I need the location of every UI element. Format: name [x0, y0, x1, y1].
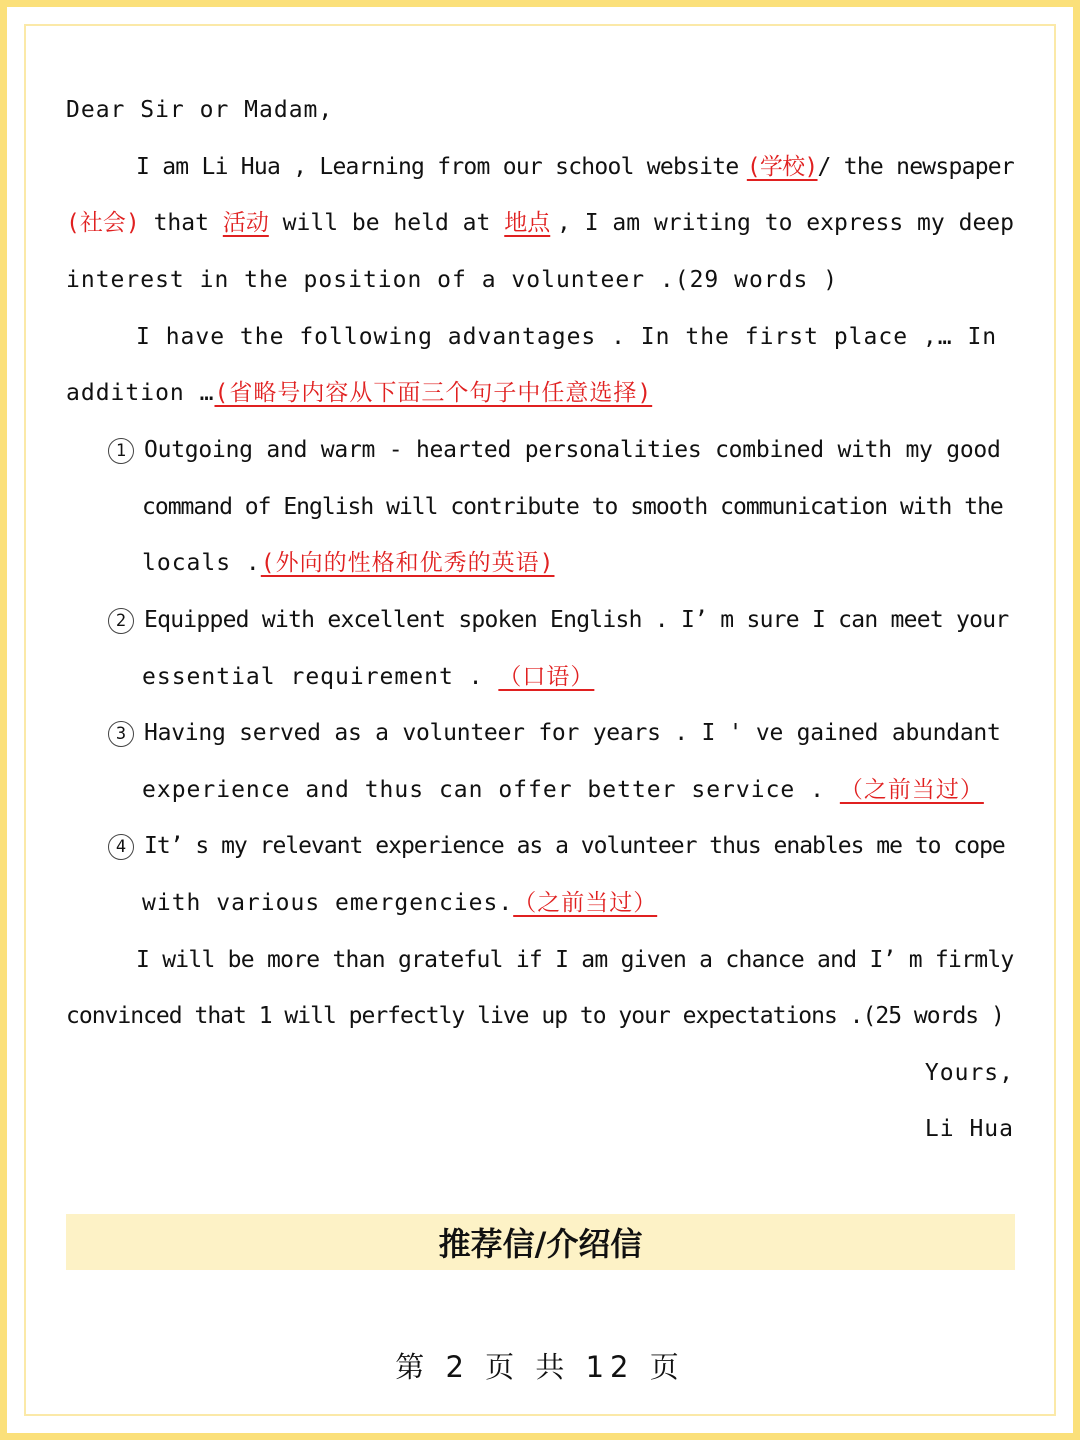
- p1-line2-that: that: [153, 210, 209, 236]
- item-3-line-2: [142, 764, 1014, 820]
- society-note: (社会): [66, 210, 140, 236]
- item-4-line-2: [142, 877, 1014, 933]
- item-number: 3: [108, 721, 134, 747]
- list-item: [108, 820, 1014, 876]
- location-note: 地点: [504, 210, 551, 236]
- paragraph-1-line-3: interest in the position of a volunteer .(29 words ): [66, 267, 839, 293]
- item-1-line-3-text: locals .: [142, 550, 261, 576]
- school-note: (学校): [746, 154, 818, 180]
- item-1-note: (外向的性格和优秀的英语): [260, 550, 555, 576]
- selection-note: (省略号内容从下面三个句子中任意选择): [214, 380, 653, 406]
- paragraph-2-line-1: I have the following advantages . In the first place ,… In: [136, 324, 998, 350]
- p1-line2-held: will be held at: [282, 210, 491, 236]
- item-3-line-2-text: experience and thus can offer better service .: [142, 777, 825, 803]
- list-item: [108, 594, 1014, 650]
- item-4-note: （之前当过）: [513, 890, 658, 916]
- salutation: Dear Sir or Madam,: [66, 97, 334, 123]
- item-3-note: （之前当过）: [839, 777, 984, 803]
- signature: Li Hua: [924, 1116, 1014, 1142]
- item-number: 2: [108, 608, 134, 634]
- page-number: 第 2 页 共 12 页: [395, 1350, 685, 1384]
- item-1-line-2: command of English will contribute to smooth communication with the: [142, 494, 1003, 520]
- p1-line2-text-c: , I am writing to express my deep: [557, 210, 1014, 236]
- item-2-note: （口语）: [498, 664, 595, 690]
- item-1-line-3: [142, 537, 1014, 593]
- section-title: 推荐信/介绍信: [66, 1214, 1015, 1270]
- item-1-line-1: Outgoing and warm - hearted personalities combined with my good: [144, 437, 1001, 463]
- p1-line1-text-b: / the newspaper: [817, 154, 1014, 180]
- item-4-line-2-text: with various emergencies.: [142, 890, 514, 916]
- list-item: [108, 424, 1014, 480]
- paragraph-1-line-2: [66, 197, 1014, 253]
- item-3-line-1: Having served as a volunteer for years . I ' ve gained abundant: [144, 720, 1001, 746]
- p1-line2-head: [66, 197, 550, 253]
- paragraph-2-line-2: [66, 367, 1014, 423]
- paragraph-3-line-2: convinced that 1 will perfectly live up to your expectations .(25 words ): [66, 1003, 1004, 1029]
- closing: Yours,: [924, 1060, 1014, 1086]
- list-item: [108, 707, 1014, 763]
- item-2-line-1: Equipped with excellent spoken English . I’ m sure I can meet your: [144, 607, 1009, 633]
- item-number: 1: [108, 438, 134, 464]
- activity-note: 活动: [222, 210, 269, 236]
- p1-line1-tail: [747, 141, 1014, 197]
- item-number: 4: [108, 834, 134, 860]
- paragraph-3-line-1: I will be more than grateful if I am given a chance and I’ m firmly: [136, 947, 1014, 973]
- item-2-line-2: [142, 651, 1014, 707]
- item-1-head: [108, 424, 1001, 480]
- p2-line2-text: addition …: [66, 380, 215, 406]
- item-2-line-2-text: essential requirement .: [142, 664, 484, 690]
- paragraph-1-line-1: [136, 141, 1014, 197]
- item-4-line-1: It’ s my relevant experience as a volunteer thus enables me to cope: [144, 833, 1005, 859]
- p1-line1-text: I am Li Hua , Learning from our school website: [136, 154, 739, 180]
